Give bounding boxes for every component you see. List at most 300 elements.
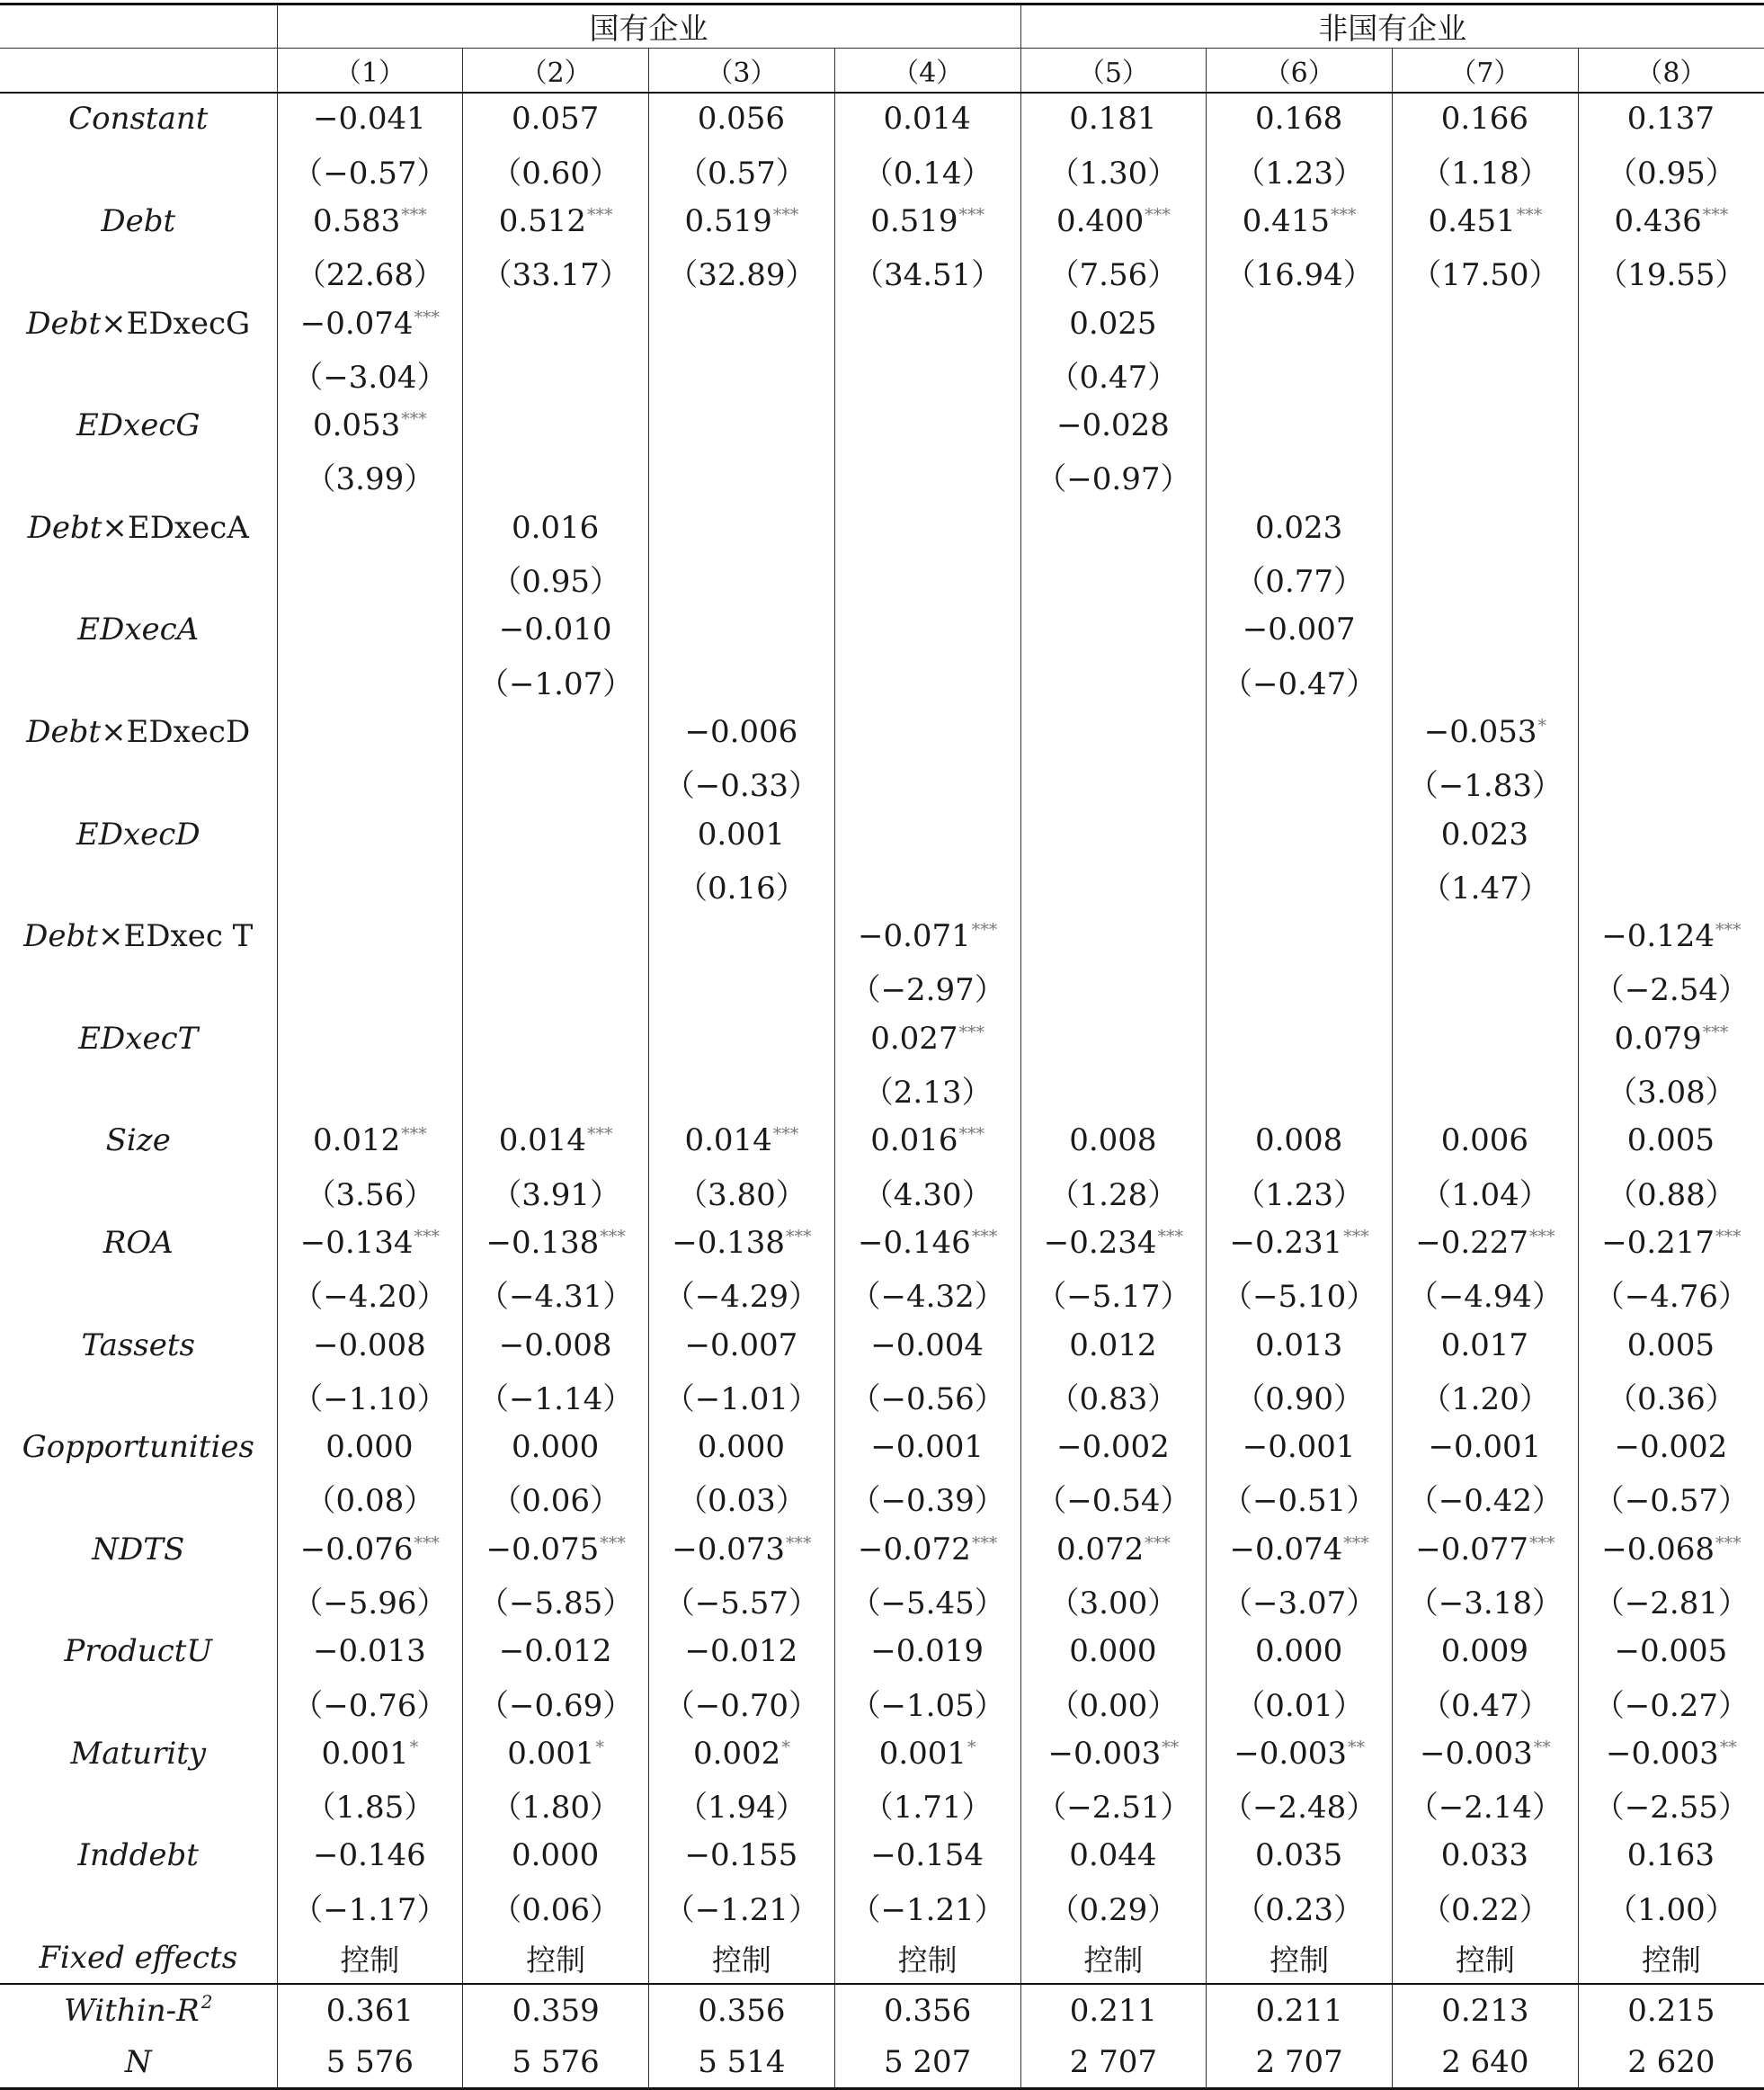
coef-value: 0.033 [1440, 1837, 1529, 1874]
coef-cell [277, 400, 463, 451]
t-stat-cell [1578, 451, 1764, 503]
coef-row [0, 1523, 1764, 1575]
row-label-empty [0, 451, 277, 503]
row-label-name: Tassets [81, 1326, 195, 1363]
t-stat-row [0, 1779, 1764, 1830]
coef-row [0, 604, 1764, 656]
t-stat-row [0, 1473, 1764, 1524]
significance-stars: ** [1719, 1737, 1737, 1757]
coef-cell [1020, 1115, 1207, 1166]
coef-value: −0.138 [672, 1224, 786, 1261]
coef-row [0, 1218, 1764, 1269]
coef-cell [463, 1523, 649, 1575]
t-stat-cell [1207, 1064, 1393, 1115]
coef-cell [834, 911, 1020, 962]
coef-cell [1207, 1115, 1393, 1166]
row-label [0, 1422, 277, 1473]
coef-cell [1393, 1422, 1579, 1473]
t-stat-cell: （0.00） [1020, 1677, 1207, 1728]
column-number: （1） [277, 49, 463, 94]
significance-stars: *** [587, 1124, 613, 1145]
group-header-row [0, 4, 1764, 49]
t-stat-row [0, 1064, 1764, 1115]
coef-value: −0.008 [312, 1326, 426, 1363]
coef-cell [1393, 1626, 1579, 1677]
coef-value: −0.003 [1047, 1735, 1162, 1772]
coef-cell [649, 1830, 835, 1881]
coef-row [0, 1115, 1764, 1166]
significance-stars: *** [971, 920, 998, 941]
t-stat-cell: （1.23） [1207, 145, 1393, 196]
t-stat-cell: （0.36） [1578, 1371, 1764, 1422]
coef-row [0, 93, 1764, 145]
t-stat-cell: （−0.54） [1020, 1473, 1207, 1524]
significance-stars: *** [772, 204, 799, 225]
coef-value: 0.008 [1069, 1122, 1157, 1159]
row-label [0, 1115, 277, 1166]
coef-cell [1393, 298, 1579, 349]
t-stat-cell: （−2.14） [1393, 1779, 1579, 1830]
coef-cell [834, 1013, 1020, 1064]
t-stat-cell [1393, 1064, 1579, 1115]
t-stat-cell: （−1.21） [649, 1881, 835, 1933]
coef-value: −0.146 [857, 1224, 971, 1261]
coef-cell [1207, 1013, 1393, 1064]
t-stat-cell: （−5.57） [649, 1575, 835, 1626]
coef-cell [1393, 196, 1579, 247]
coef-value: −0.134 [299, 1224, 414, 1261]
row-label-name: Debt [26, 713, 102, 750]
coef-cell [463, 1422, 649, 1473]
coef-value: −0.077 [1415, 1531, 1529, 1568]
fixed-effects-row [0, 1933, 1764, 1985]
t-stat-cell: （3.00） [1020, 1575, 1207, 1626]
t-stat-cell: （3.56） [277, 1166, 463, 1218]
t-stat-cell: （−2.97） [834, 962, 1020, 1014]
t-stat-cell: （1.23） [1207, 1166, 1393, 1218]
coef-cell [649, 604, 835, 656]
coef-cell [463, 502, 649, 553]
significance-stars: *** [958, 1022, 985, 1042]
coef-cell [649, 1319, 835, 1371]
coef-value: −0.231 [1229, 1224, 1343, 1261]
t-stat-cell: （3.91） [463, 1166, 649, 1218]
observations-cell: 5 576 [463, 2036, 649, 2088]
coef-cell [1207, 1422, 1393, 1473]
coef-cell [834, 1728, 1020, 1780]
coef-value: 0.035 [1254, 1837, 1343, 1874]
coef-value: −0.154 [870, 1837, 984, 1874]
significance-stars: *** [401, 204, 427, 225]
row-label [0, 298, 277, 349]
coef-cell [1207, 1523, 1393, 1575]
coef-value: −0.074 [1229, 1531, 1343, 1568]
t-stat-cell: （−1.14） [463, 1371, 649, 1422]
t-stat-cell: （0.95） [463, 553, 649, 604]
t-stat-cell: （1.30） [1020, 145, 1207, 196]
t-stat-cell: （1.28） [1020, 1166, 1207, 1218]
t-stat-cell: （−0.97） [1020, 451, 1207, 503]
t-stat-cell: （0.83） [1020, 1371, 1207, 1422]
t-stat-cell: （−2.55） [1578, 1779, 1764, 1830]
coef-value: 0.012 [1069, 1326, 1157, 1363]
coef-value: 0.000 [697, 1429, 786, 1466]
row-label-name: Gopportunities [22, 1429, 254, 1466]
t-stat-cell: （−1.21） [834, 1881, 1020, 1933]
observations-cell: 2 707 [1207, 2036, 1393, 2088]
coef-cell [277, 1523, 463, 1575]
coef-cell [1393, 707, 1579, 758]
t-stat-cell [1578, 656, 1764, 707]
column-number-row [0, 49, 1764, 94]
coef-value: 0.044 [1069, 1837, 1157, 1874]
coef-cell [1020, 1319, 1207, 1371]
coef-cell [463, 1319, 649, 1371]
coef-value: 0.000 [511, 1837, 600, 1874]
coef-cell [463, 1115, 649, 1166]
coef-cell [649, 1013, 835, 1064]
t-stat-row [0, 1677, 1764, 1728]
coef-value: 0.400 [1056, 202, 1145, 239]
observations-cell: 5 207 [834, 2036, 1020, 2088]
t-stat-cell [834, 860, 1020, 911]
t-stat-cell: （0.03） [649, 1473, 835, 1524]
coef-cell [1020, 604, 1207, 656]
column-number: （8） [1578, 49, 1764, 94]
corner-cell [0, 4, 277, 49]
t-stat-cell: （1.20） [1393, 1371, 1579, 1422]
t-stat-cell: （4.30） [834, 1166, 1020, 1218]
coef-value: 0.168 [1254, 101, 1343, 138]
t-stat-cell [834, 553, 1020, 604]
coef-cell [1207, 1830, 1393, 1881]
t-stat-cell: （−0.33） [649, 757, 835, 808]
t-stat-cell: （1.04） [1393, 1166, 1579, 1218]
row-label-name: Debt [101, 202, 176, 239]
coef-value: −0.007 [684, 1326, 798, 1363]
t-stat-cell: （−2.51） [1020, 1779, 1207, 1830]
t-stat-cell: （3.99） [277, 451, 463, 503]
coef-row [0, 808, 1764, 860]
coef-cell [834, 1830, 1020, 1881]
coef-cell [1578, 502, 1764, 553]
coef-cell [463, 1830, 649, 1881]
coef-value: −0.068 [1601, 1531, 1715, 1568]
coef-value: 0.025 [1069, 305, 1157, 342]
row-label-name: EDxecD [76, 816, 200, 853]
coef-value: −0.003 [1419, 1735, 1533, 1772]
row-label-name: Size [105, 1122, 171, 1159]
coef-row [0, 1422, 1764, 1473]
coef-value: −0.013 [312, 1633, 426, 1670]
significance-stars: *** [1145, 1532, 1171, 1553]
row-label-suffix: ×EDxecA [102, 509, 249, 546]
row-label-empty [0, 1779, 277, 1830]
significance-stars: *** [971, 1226, 998, 1246]
t-stat-cell [834, 656, 1020, 707]
t-stat-cell: （1.80） [463, 1779, 649, 1830]
row-label [0, 707, 277, 758]
significance-stars: *** [600, 1532, 626, 1553]
coef-value: −0.003 [1605, 1735, 1719, 1772]
significance-stars: *** [786, 1226, 812, 1246]
coef-cell [1578, 1626, 1764, 1677]
observations-row [0, 2036, 1764, 2088]
t-stat-cell [649, 451, 835, 503]
t-stat-cell [1020, 1064, 1207, 1115]
t-stat-cell: （3.08） [1578, 1064, 1764, 1115]
t-stat-cell: （−4.20） [277, 1268, 463, 1319]
t-stat-cell: （0.88） [1578, 1166, 1764, 1218]
coef-value: 0.012 [312, 1122, 401, 1159]
coef-cell [1578, 1830, 1764, 1881]
coef-cell [649, 1728, 835, 1780]
t-stat-row [0, 1371, 1764, 1422]
t-stat-cell [1578, 860, 1764, 911]
t-stat-row [0, 757, 1764, 808]
coef-value: 0.079 [1614, 1020, 1702, 1057]
t-stat-cell [1207, 962, 1393, 1014]
t-stat-row [0, 451, 1764, 503]
row-label [0, 1728, 277, 1780]
t-stat-cell: （−3.18） [1393, 1575, 1579, 1626]
coef-value: −0.138 [486, 1224, 600, 1261]
row-label-empty [0, 1064, 277, 1115]
t-stat-cell: （−5.85） [463, 1575, 649, 1626]
t-stat-cell: （17.50） [1393, 246, 1579, 298]
coef-cell [649, 502, 835, 553]
coef-cell [1207, 604, 1393, 656]
t-stat-cell: （−1.83） [1393, 757, 1579, 808]
coef-cell [1207, 196, 1393, 247]
t-stat-cell [463, 962, 649, 1014]
t-stat-cell: （22.68） [277, 246, 463, 298]
coef-cell [649, 1626, 835, 1677]
row-label [0, 604, 277, 656]
t-stat-row [0, 553, 1764, 604]
coef-value: 0.001 [321, 1735, 409, 1772]
table-body [0, 93, 1764, 2089]
row-label [0, 196, 277, 247]
t-stat-cell: （−5.96） [277, 1575, 463, 1626]
t-stat-cell: （0.22） [1393, 1881, 1579, 1933]
coef-cell [1020, 911, 1207, 962]
coef-value: −0.155 [684, 1837, 798, 1874]
row-label-name: ProductU [64, 1633, 213, 1670]
coef-cell [463, 604, 649, 656]
t-stat-cell: （1.00） [1578, 1881, 1764, 1933]
coef-cell [1020, 1523, 1207, 1575]
coef-value: −0.004 [870, 1326, 984, 1363]
coef-value: 0.016 [511, 509, 600, 546]
coef-cell [834, 502, 1020, 553]
t-stat-cell: （−5.45） [834, 1575, 1020, 1626]
coef-cell [463, 911, 649, 962]
coef-cell [649, 1523, 835, 1575]
fixed-effects-cell: 控制 [1020, 1933, 1207, 1985]
coef-value: −0.006 [684, 713, 798, 750]
t-stat-cell [834, 451, 1020, 503]
t-stat-cell [1207, 757, 1393, 808]
t-stat-cell: （0.47） [1393, 1677, 1579, 1728]
coef-cell [1393, 502, 1579, 553]
coef-value: −0.003 [1234, 1735, 1348, 1772]
coef-cell [834, 604, 1020, 656]
coef-value: −0.002 [1056, 1429, 1170, 1466]
t-stat-cell [277, 757, 463, 808]
coef-cell [463, 1013, 649, 1064]
coef-cell [277, 1422, 463, 1473]
t-stat-cell [1207, 349, 1393, 400]
row-label: Fixed effects [39, 1940, 238, 1977]
t-stat-cell: （0.90） [1207, 1371, 1393, 1422]
coef-row [0, 1830, 1764, 1881]
significance-stars: ** [1162, 1737, 1180, 1757]
t-stat-cell [277, 860, 463, 911]
coef-value: −0.041 [312, 101, 426, 138]
coef-value: −0.075 [486, 1531, 600, 1568]
t-stat-cell: （0.60） [463, 145, 649, 196]
significance-stars: *** [1715, 1532, 1742, 1553]
within-r2-cell: 0.356 [649, 1984, 835, 2036]
coef-cell [649, 808, 835, 860]
coef-cell [1578, 1422, 1764, 1473]
coef-cell [1578, 1728, 1764, 1780]
coef-value: 0.000 [511, 1429, 600, 1466]
coef-value: 0.014 [684, 1122, 772, 1159]
coef-cell [277, 911, 463, 962]
coef-cell [463, 1728, 649, 1780]
coef-cell [1020, 1830, 1207, 1881]
significance-stars: *** [1516, 204, 1543, 225]
coef-cell [1207, 502, 1393, 553]
t-stat-cell [1393, 656, 1579, 707]
t-stat-cell [649, 553, 835, 604]
coef-value: 0.005 [1626, 1326, 1715, 1363]
coef-cell [277, 1830, 463, 1881]
coef-cell [1578, 911, 1764, 962]
fixed-effects-cell: 控制 [277, 1933, 463, 1985]
t-stat-cell: （−2.54） [1578, 962, 1764, 1014]
coef-value: 0.512 [498, 202, 587, 239]
row-label-empty [0, 656, 277, 707]
coef-value: −0.002 [1614, 1429, 1728, 1466]
coef-value: −0.227 [1415, 1224, 1529, 1261]
t-stat-cell [463, 451, 649, 503]
fixed-effects-cell: 控制 [463, 1933, 649, 1985]
coef-value: 0.519 [870, 202, 958, 239]
t-stat-cell [1020, 656, 1207, 707]
t-stat-cell [1207, 860, 1393, 911]
significance-stars: *** [1702, 204, 1729, 225]
coef-value: −0.005 [1614, 1633, 1728, 1670]
t-stat-cell [277, 553, 463, 604]
coef-cell [1020, 298, 1207, 349]
coef-value: 0.057 [511, 101, 600, 138]
coef-cell [463, 196, 649, 247]
coef-cell [834, 1422, 1020, 1473]
t-stat-cell [277, 1064, 463, 1115]
row-label [0, 400, 277, 451]
coef-cell [1393, 1830, 1579, 1881]
row-label-name: EDxecG [76, 407, 200, 444]
coef-value: 0.023 [1254, 509, 1343, 546]
coef-value: −0.217 [1601, 1224, 1715, 1261]
coef-cell [1020, 1728, 1207, 1780]
t-stat-cell: （0.95） [1578, 145, 1764, 196]
coef-value: 0.027 [870, 1020, 958, 1057]
coef-cell [1207, 1319, 1393, 1371]
row-label [0, 1830, 277, 1881]
t-stat-cell: （−0.57） [1578, 1473, 1764, 1524]
fixed-effects-cell: 控制 [1207, 1933, 1393, 1985]
t-stat-cell: （−1.01） [649, 1371, 835, 1422]
fixed-effects-cell: 控制 [649, 1933, 835, 1985]
t-stat-cell [1207, 451, 1393, 503]
coef-cell [1393, 911, 1579, 962]
row-label-name: Constant [68, 101, 209, 138]
t-stat-cell [1020, 860, 1207, 911]
coef-cell [649, 93, 835, 145]
t-stat-cell: （1.18） [1393, 145, 1579, 196]
coef-value: 0.000 [1254, 1633, 1343, 1670]
row-label-name: Inddebt [77, 1837, 199, 1874]
row-label-empty [0, 757, 277, 808]
coef-cell [649, 911, 835, 962]
row-label-empty [0, 1371, 277, 1422]
coef-value: 0.072 [1056, 1531, 1145, 1568]
coef-value: −0.001 [1242, 1429, 1356, 1466]
coef-cell [277, 707, 463, 758]
t-stat-cell: （1.71） [834, 1779, 1020, 1830]
within-r2-cell: 0.356 [834, 1984, 1020, 2036]
coef-cell [1020, 1218, 1207, 1269]
t-stat-cell: （−4.32） [834, 1268, 1020, 1319]
t-stat-cell [1578, 757, 1764, 808]
t-stat-row [0, 1268, 1764, 1319]
column-number: （6） [1207, 49, 1393, 94]
coef-cell [1207, 911, 1393, 962]
coef-value: −0.234 [1043, 1224, 1157, 1261]
t-stat-cell: （0.08） [277, 1473, 463, 1524]
t-stat-cell [834, 757, 1020, 808]
column-number: （3） [649, 49, 835, 94]
significance-stars: *** [1529, 1226, 1555, 1246]
coef-cell [277, 1319, 463, 1371]
significance-stars: *** [958, 1124, 985, 1145]
row-label-empty [0, 1473, 277, 1524]
row-label [0, 502, 277, 553]
coef-cell [834, 1626, 1020, 1677]
significance-stars: *** [1715, 920, 1742, 941]
row-label-name: EDxecA [77, 612, 200, 648]
coef-cell [1393, 93, 1579, 145]
t-stat-cell [1393, 451, 1579, 503]
coef-value: −0.019 [870, 1633, 984, 1670]
t-stat-cell [1393, 349, 1579, 400]
coef-cell [834, 93, 1020, 145]
coef-cell [277, 1013, 463, 1064]
coef-cell [1207, 1728, 1393, 1780]
significance-stars: *** [1702, 1022, 1729, 1042]
coef-value: −0.074 [299, 305, 414, 342]
coef-value: −0.124 [1601, 918, 1715, 955]
coef-value: 0.583 [312, 202, 401, 239]
fixed-effects-cell: 控制 [1578, 1933, 1764, 1985]
t-stat-row [0, 860, 1764, 911]
coef-cell [649, 400, 835, 451]
t-stat-cell: （−5.17） [1020, 1268, 1207, 1319]
